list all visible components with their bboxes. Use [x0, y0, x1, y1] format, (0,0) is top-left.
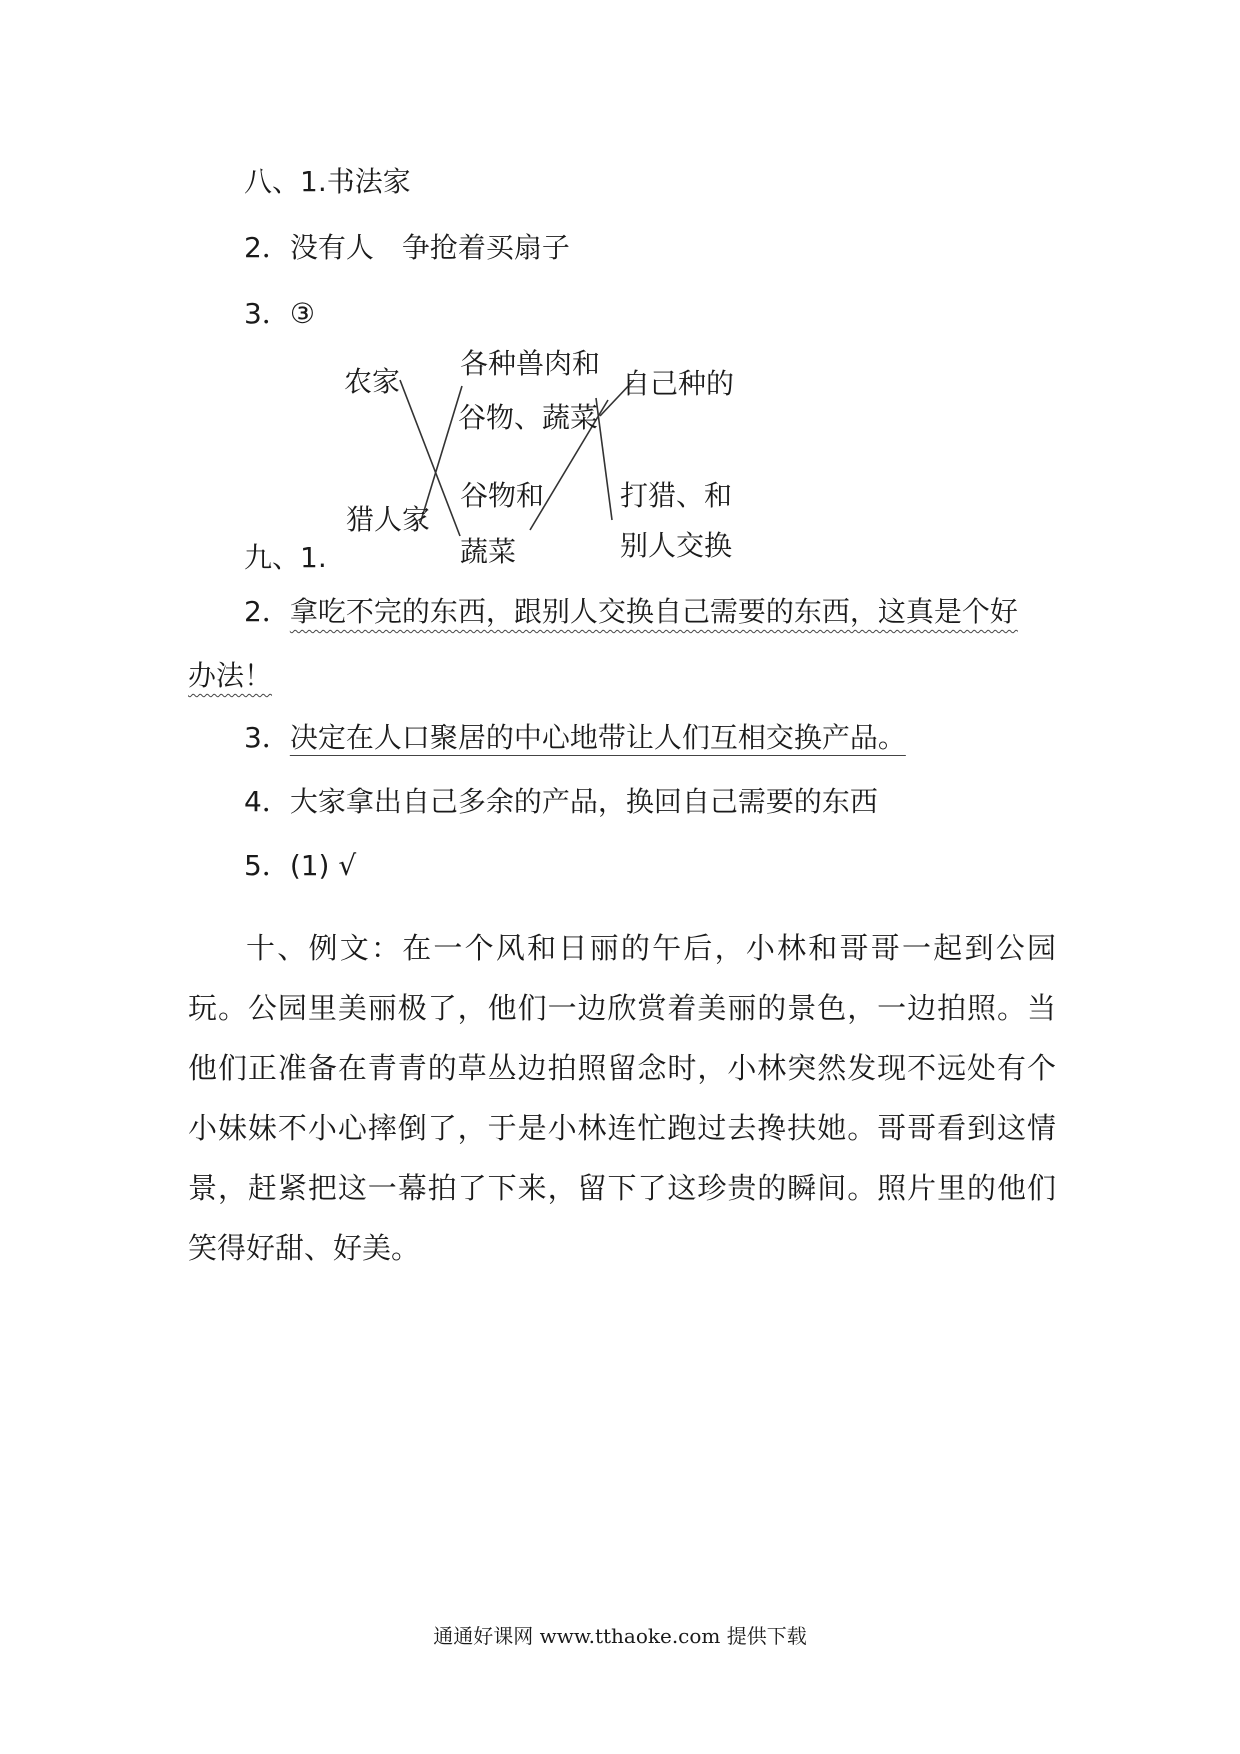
answer-9-3: [244, 718, 906, 758]
answer-8-2-text: 没有人 争抢着买扇子: [289, 231, 570, 264]
answer-8-2-number: 2．: [244, 231, 290, 264]
match-mid-top-line2: 谷物、蔬菜: [458, 401, 599, 434]
answer-9-5: 5．(1) √: [244, 849, 357, 882]
answer-8-1: 八、1.书法家: [244, 165, 411, 198]
answer-9-2-line1: [244, 592, 1018, 632]
answer-9-2-text: 拿吃不完的东西，跟别人交换自己需要的东西，这真是个好: [289, 595, 1018, 628]
match-mid-bot-line2: 蔬菜: [460, 535, 517, 568]
match-left-farm: 农家: [344, 365, 401, 398]
match-left-hunter: 猎人家: [346, 503, 431, 536]
match-right-bot-line2: 别人交换: [620, 529, 733, 562]
answer-8-2: [244, 228, 570, 268]
line-meat-to-hunt: [596, 398, 612, 520]
match-right-bot-line1: 打猎、和: [620, 479, 733, 512]
match-mid-bot-line1: 谷物和: [460, 479, 545, 512]
answer-8-3: 3．③: [244, 297, 315, 330]
answer-9-2-number: 2．: [244, 595, 290, 628]
answer-9-1: 九、1.: [244, 541, 327, 574]
match-mid-top-line1: 各种兽肉和: [460, 347, 601, 380]
answer-9-4: 4．大家拿出自己多余的产品，换回自己需要的东西: [244, 785, 878, 818]
footer-watermark: 通通好课网 www.tthaoke.com 提供下载: [433, 1624, 807, 1648]
answer-9-3-number: 3．: [244, 721, 290, 754]
match-right-top: 自己种的: [622, 367, 735, 400]
answer-9-2-text-cont: 办法！: [188, 659, 273, 692]
answer-9-3-text: 决定在人口聚居的中心地带让人们互相交换产品。: [289, 721, 906, 754]
answer-9-2-line2: [188, 656, 272, 696]
essay-paragraph: 十、例文：在一个风和日丽的午后，小林和哥哥一起到公园玩。公园里美丽极了，他们一边欣赏着美丽的景色，一边拍照。当他们正准备在青青的草丛边拍照留念时，小林突然发现不远处有个小妹妹不小心摔倒了，于是小林连忙跑过去搀扶她。哥哥看到这情景，赶紧把这一幕拍了下来，留下了这珍贵的瞬间。照片里的他们笑得好甜、好美。: [188, 931, 1056, 1265]
answer-10-essay: [188, 918, 1056, 1278]
